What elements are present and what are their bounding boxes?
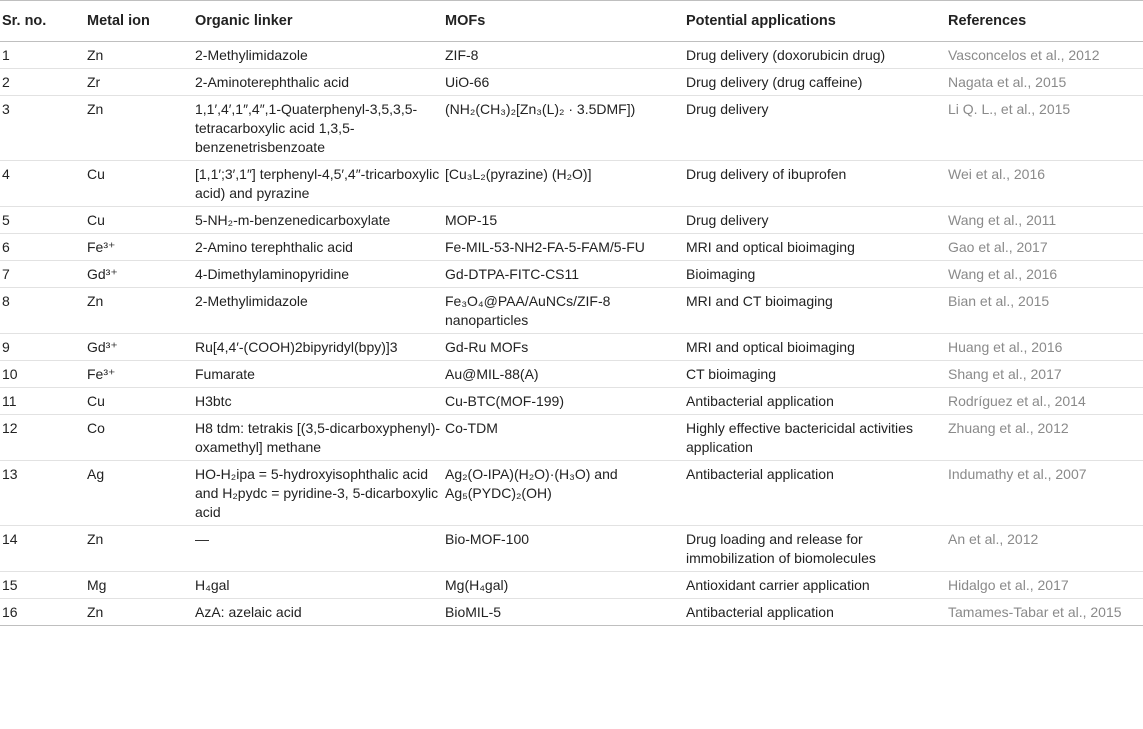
cell-reference[interactable]: Wei et al., 2016 <box>948 161 1143 207</box>
table-row <box>0 572 1143 599</box>
cell-reference[interactable]: Nagata et al., 2015 <box>948 69 1143 96</box>
cell-potential-application: MRI and CT bioimaging <box>686 288 948 334</box>
cell-reference[interactable]: Bian et al., 2015 <box>948 288 1143 334</box>
cell-mof: Cu-BTC(MOF-199) <box>445 388 686 415</box>
cell-potential-application: Antibacterial application <box>686 388 948 415</box>
header-sr-no: Sr. no. <box>0 1 87 42</box>
cell-mof: Co-TDM <box>445 415 686 461</box>
header-references: References <box>948 1 1143 42</box>
cell-organic-linker: Fumarate <box>195 361 445 388</box>
cell-reference[interactable]: Wang et al., 2016 <box>948 261 1143 288</box>
table-header-row <box>0 1 1143 42</box>
cell-sr-no: 2 <box>0 69 87 96</box>
cell-sr-no: 4 <box>0 161 87 207</box>
cell-metal-ion: Fe³⁺ <box>87 234 195 261</box>
cell-reference[interactable]: Rodríguez et al., 2014 <box>948 388 1143 415</box>
cell-mof: UiO-66 <box>445 69 686 96</box>
cell-organic-linker: H3btc <box>195 388 445 415</box>
cell-sr-no: 13 <box>0 461 87 526</box>
cell-metal-ion: Zr <box>87 69 195 96</box>
cell-organic-linker: 5-NH₂-m-benzenedicarboxylate <box>195 207 445 234</box>
table-row <box>0 526 1143 572</box>
cell-organic-linker: 2-Methylimidazole <box>195 288 445 334</box>
cell-sr-no: 10 <box>0 361 87 388</box>
cell-potential-application: Drug delivery (drug caffeine) <box>686 69 948 96</box>
cell-mof: Fe₃O₄@PAA/AuNCs/ZIF-8 nanoparticles <box>445 288 686 334</box>
cell-reference[interactable]: Hidalgo et al., 2017 <box>948 572 1143 599</box>
cell-potential-application: Drug loading and release for immobilization of biomolecules <box>686 526 948 572</box>
cell-mof: Mg(H₄gal) <box>445 572 686 599</box>
table-row <box>0 361 1143 388</box>
cell-reference[interactable]: Li Q. L., et al., 2015 <box>948 96 1143 161</box>
cell-potential-application: Drug delivery <box>686 207 948 234</box>
cell-potential-application: Antioxidant carrier application <box>686 572 948 599</box>
cell-organic-linker: [1,1′;3′,1″] terphenyl-4,5′,4″-tricarboxylic acid) and pyrazine <box>195 161 445 207</box>
cell-sr-no: 8 <box>0 288 87 334</box>
cell-metal-ion: Cu <box>87 388 195 415</box>
cell-metal-ion: Zn <box>87 288 195 334</box>
header-metal-ion: Metal ion <box>87 1 195 42</box>
table-row <box>0 96 1143 161</box>
cell-mof: [Cu₃L₂(pyrazine) (H₂O)] <box>445 161 686 207</box>
cell-organic-linker: HO-H₂ipa = 5-hydroxyisophthalic acid and H₂pydc = pyridine-3, 5-dicarboxylic acid <box>195 461 445 526</box>
cell-potential-application: Antibacterial application <box>686 461 948 526</box>
cell-reference[interactable]: Zhuang et al., 2012 <box>948 415 1143 461</box>
cell-reference[interactable]: Huang et al., 2016 <box>948 334 1143 361</box>
cell-potential-application: Drug delivery <box>686 96 948 161</box>
cell-metal-ion: Mg <box>87 572 195 599</box>
cell-sr-no: 3 <box>0 96 87 161</box>
cell-metal-ion: Zn <box>87 526 195 572</box>
cell-sr-no: 16 <box>0 599 87 626</box>
cell-organic-linker: 2-Amino terephthalic acid <box>195 234 445 261</box>
cell-organic-linker: — <box>195 526 445 572</box>
cell-potential-application: Drug delivery of ibuprofen <box>686 161 948 207</box>
cell-potential-application: MRI and optical bioimaging <box>686 234 948 261</box>
cell-metal-ion: Zn <box>87 42 195 69</box>
cell-organic-linker: 1,1′,4′,1″,4″,1-Quaterphenyl-3,5,3,5-tetracarboxylic acid 1,3,5-benzenetrisbenzoate <box>195 96 445 161</box>
cell-potential-application: Highly effective bactericidal activities application <box>686 415 948 461</box>
cell-metal-ion: Cu <box>87 161 195 207</box>
cell-sr-no: 5 <box>0 207 87 234</box>
cell-sr-no: 6 <box>0 234 87 261</box>
table-row <box>0 334 1143 361</box>
cell-reference[interactable]: Tamames-Tabar et al., 2015 <box>948 599 1143 626</box>
cell-metal-ion: Gd³⁺ <box>87 261 195 288</box>
table-row <box>0 161 1143 207</box>
cell-reference[interactable]: Indumathy et al., 2007 <box>948 461 1143 526</box>
cell-reference[interactable]: Gao et al., 2017 <box>948 234 1143 261</box>
cell-organic-linker: AzA: azelaic acid <box>195 599 445 626</box>
table-row <box>0 288 1143 334</box>
cell-metal-ion: Gd³⁺ <box>87 334 195 361</box>
cell-mof: (NH₂(CH₃)₂[Zn₃(L)₂ · 3.5DMF]) <box>445 96 686 161</box>
table-row <box>0 599 1143 626</box>
cell-potential-application: MRI and optical bioimaging <box>686 334 948 361</box>
table-row <box>0 69 1143 96</box>
cell-sr-no: 11 <box>0 388 87 415</box>
table-row <box>0 388 1143 415</box>
cell-mof: Gd-DTPA-FITC-CS11 <box>445 261 686 288</box>
table-body <box>0 42 1143 626</box>
cell-metal-ion: Co <box>87 415 195 461</box>
cell-sr-no: 12 <box>0 415 87 461</box>
cell-mof: BioMIL-5 <box>445 599 686 626</box>
header-organic-linker: Organic linker <box>195 1 445 42</box>
cell-mof: Fe-MIL-53-NH2-FA-5-FAM/5-FU <box>445 234 686 261</box>
table-row <box>0 261 1143 288</box>
cell-reference[interactable]: Wang et al., 2011 <box>948 207 1143 234</box>
cell-potential-application: Antibacterial application <box>686 599 948 626</box>
cell-metal-ion: Zn <box>87 96 195 161</box>
cell-potential-application: Drug delivery (doxorubicin drug) <box>686 42 948 69</box>
cell-sr-no: 7 <box>0 261 87 288</box>
cell-organic-linker: 4-Dimethylaminopyridine <box>195 261 445 288</box>
cell-potential-application: Bioimaging <box>686 261 948 288</box>
cell-organic-linker: 2-Methylimidazole <box>195 42 445 69</box>
cell-sr-no: 1 <box>0 42 87 69</box>
cell-reference[interactable]: Shang et al., 2017 <box>948 361 1143 388</box>
cell-organic-linker: 2-Aminoterephthalic acid <box>195 69 445 96</box>
cell-metal-ion: Cu <box>87 207 195 234</box>
cell-mof: Bio-MOF-100 <box>445 526 686 572</box>
table-row <box>0 461 1143 526</box>
cell-reference[interactable]: Vasconcelos et al., 2012 <box>948 42 1143 69</box>
cell-organic-linker: H8 tdm: tetrakis [(3,5-dicarboxyphenyl)-oxamethyl] methane <box>195 415 445 461</box>
cell-organic-linker: Ru[4,4′-(COOH)2bipyridyl(bpy)]3 <box>195 334 445 361</box>
cell-mof: Ag₂(O-IPA)(H₂O)·(H₃O) and Ag₅(PYDC)₂(OH) <box>445 461 686 526</box>
cell-mof: Au@MIL-88(A) <box>445 361 686 388</box>
cell-organic-linker: H₄gal <box>195 572 445 599</box>
cell-sr-no: 14 <box>0 526 87 572</box>
header-mofs: MOFs <box>445 1 686 42</box>
cell-mof: MOP-15 <box>445 207 686 234</box>
cell-metal-ion: Ag <box>87 461 195 526</box>
cell-reference[interactable]: An et al., 2012 <box>948 526 1143 572</box>
cell-mof: ZIF-8 <box>445 42 686 69</box>
cell-potential-application: CT bioimaging <box>686 361 948 388</box>
table-row <box>0 42 1143 69</box>
table-row <box>0 234 1143 261</box>
cell-mof: Gd-Ru MOFs <box>445 334 686 361</box>
cell-sr-no: 9 <box>0 334 87 361</box>
table-row <box>0 207 1143 234</box>
header-potential-applications: Potential applications <box>686 1 948 42</box>
cell-metal-ion: Zn <box>87 599 195 626</box>
table-row <box>0 415 1143 461</box>
cell-sr-no: 15 <box>0 572 87 599</box>
cell-metal-ion: Fe³⁺ <box>87 361 195 388</box>
